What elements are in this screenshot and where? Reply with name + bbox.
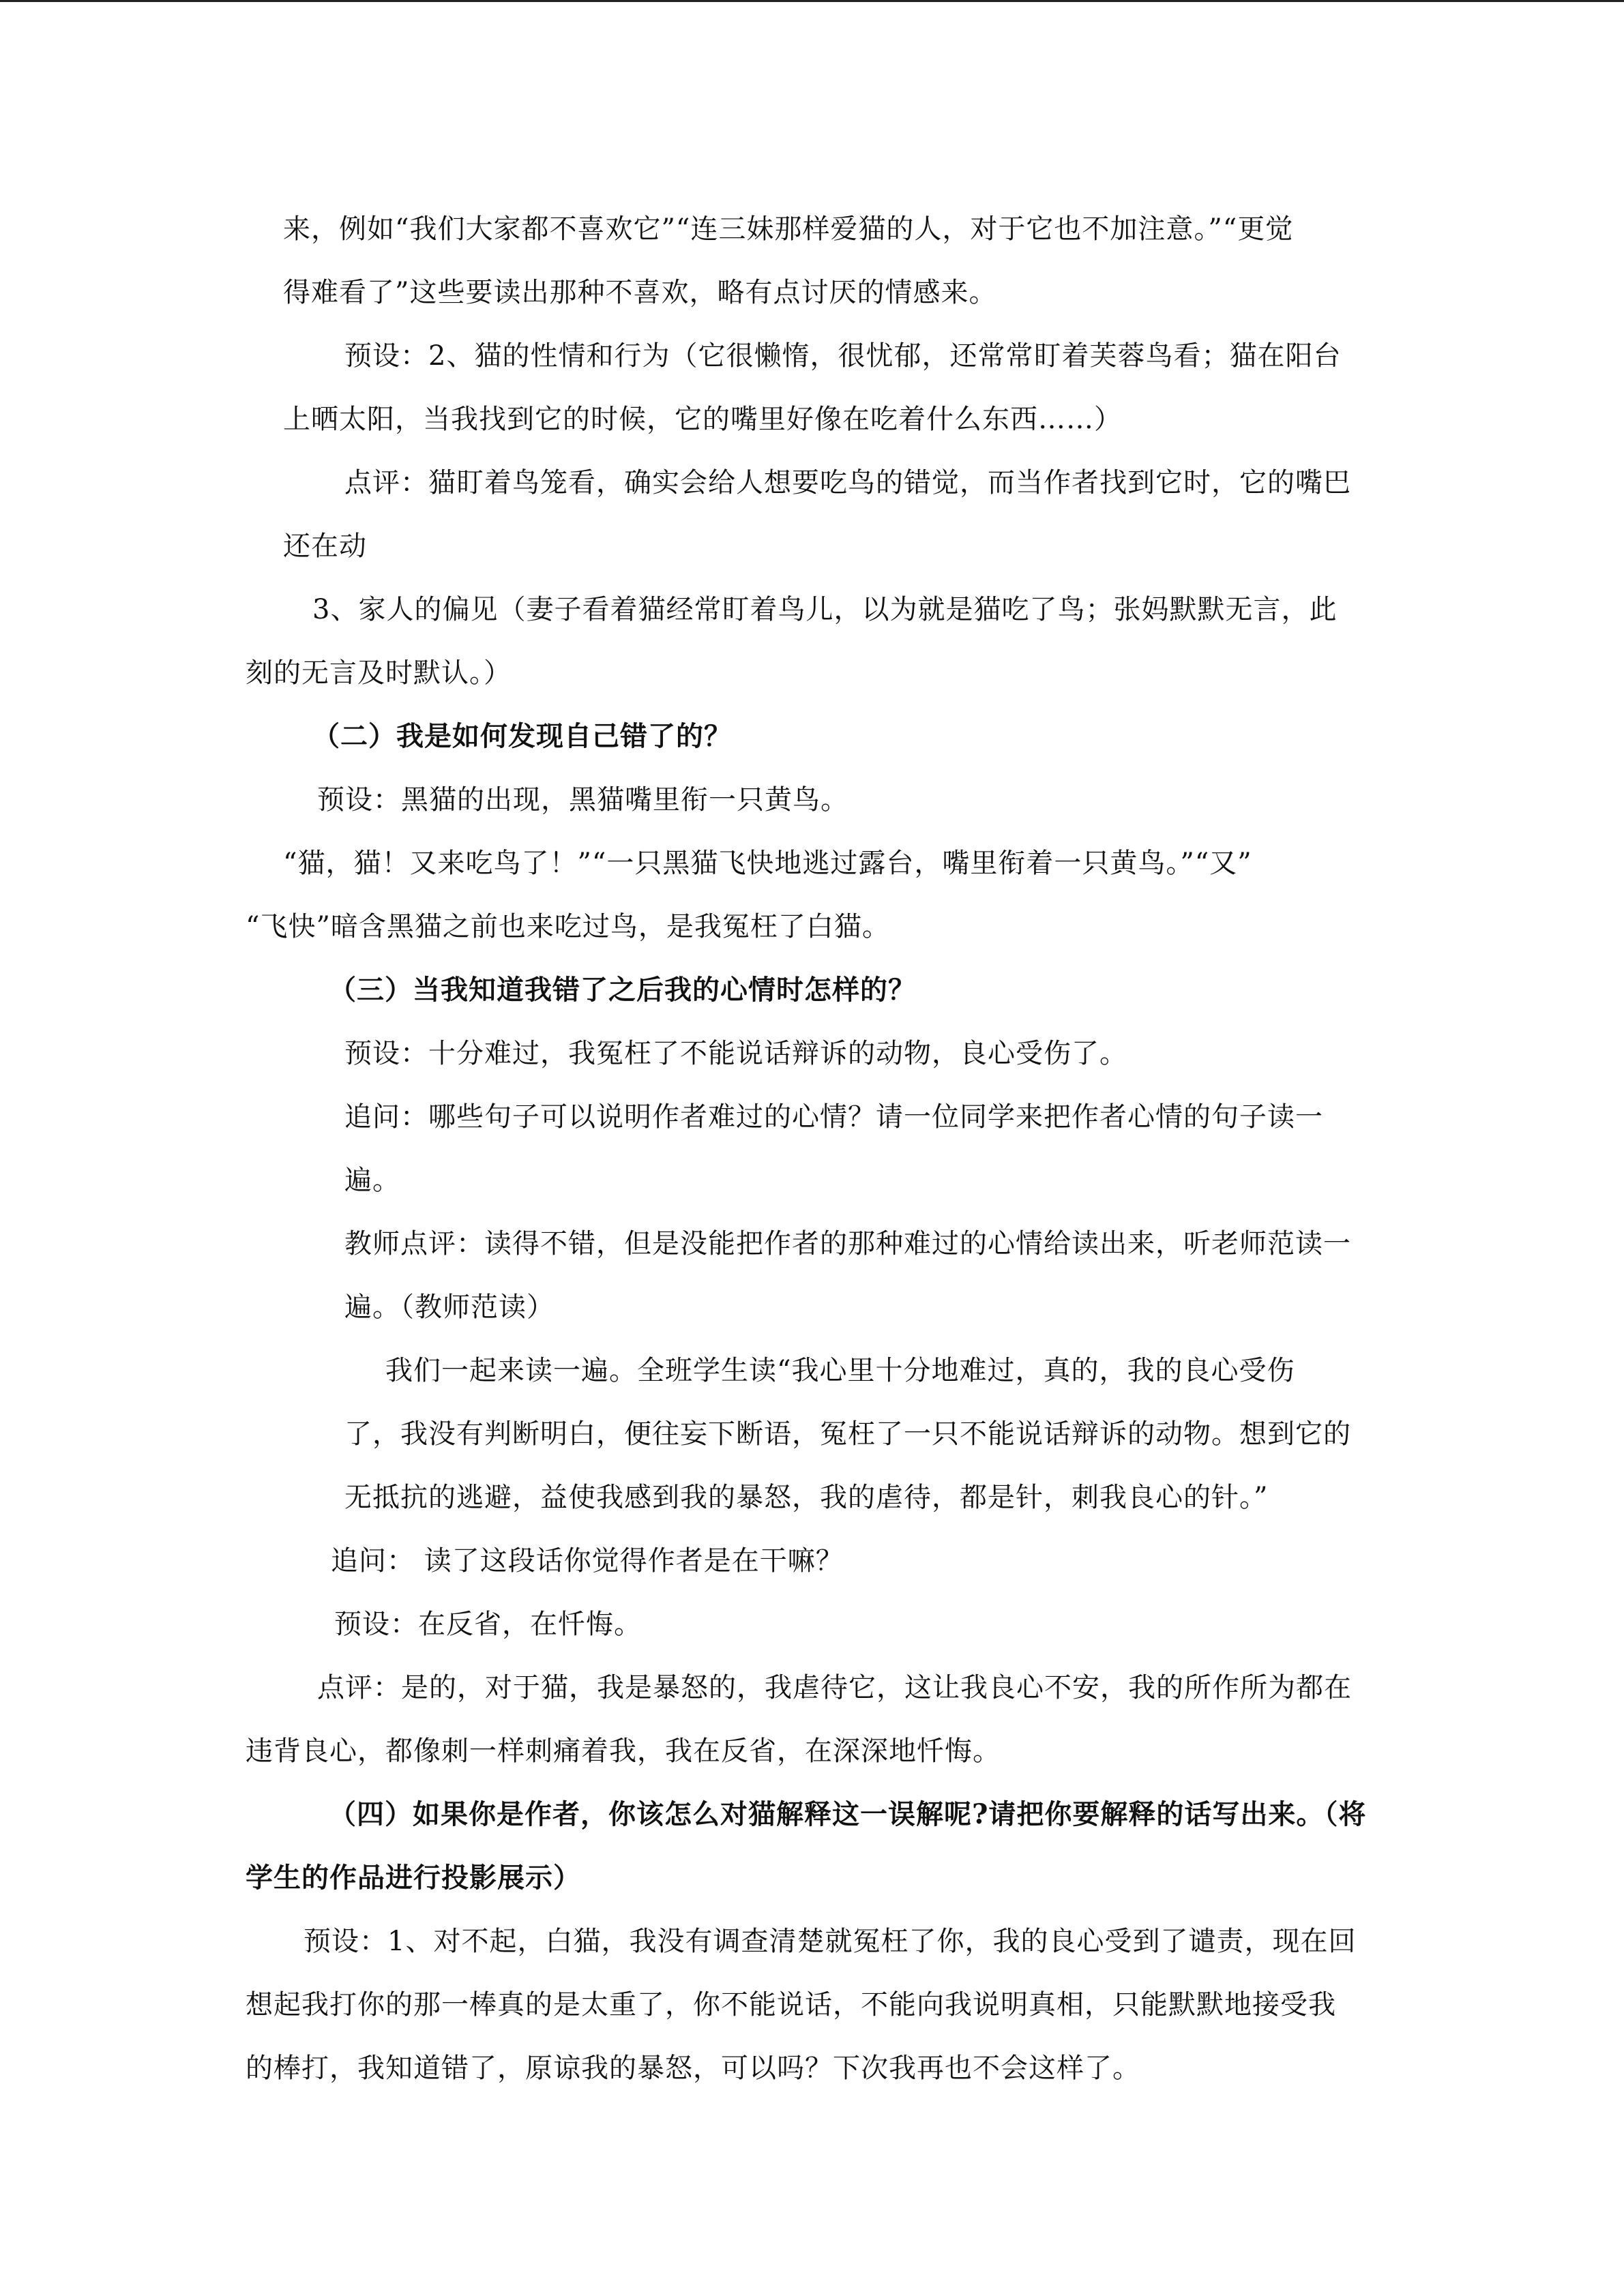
text-line-29: 想起我打你的那一棒真的是太重了，你不能说话，不能向我说明真相，只能默默地接受我: [246, 1989, 1336, 2021]
text-line-21: 无抵抗的逃避，益使我感到我的暴怒，我的虐待，都是针，刺我良心的针。”: [344, 1482, 1269, 1513]
text-line-16: 遍。: [344, 1165, 400, 1196]
text-line-25: 违背良心，都像刺一样刺痛着我，我在反省，在深深地忏悔。: [246, 1735, 1001, 1767]
text-line-18: 遍。（教师范读）: [344, 1292, 555, 1323]
text-line-17: 教师点评：读得不错，但是没能把作者的那种难过的心情给读出来，听老师范读一: [344, 1228, 1351, 1259]
text-line-10: 预设：黑猫的出现，黑猫嘴里衔一只黄鸟。: [317, 784, 848, 816]
text-line-24: 点评：是的，对于猫，我是暴怒的，我虐待它，这让我良心不安，我的所作所为都在: [317, 1672, 1352, 1703]
page-top-border: [0, 0, 1624, 2]
text-line-15: 追问：哪些句子可以说明作者难过的心情？请一位同学来把作者心情的句子读一: [344, 1101, 1323, 1133]
text-line-3: 预设：2、猫的性情和行为（它很懒惰，很忧郁，还常常盯着芙蓉鸟看；猫在阳台: [344, 340, 1342, 372]
text-line-2: 得难看了”这些要读出那种不喜欢，略有点讨厌的情感来。: [283, 277, 997, 308]
text-line-8: 刻的无言及时默认。）: [246, 657, 512, 689]
text-line-6: 还在动: [283, 531, 367, 562]
section-heading-4: （四）如果你是作者，你该怎么对猫解释这一误解呢?请把你要解释的话写出来。（将: [329, 1798, 1367, 1830]
text-line-22: 追问： 读了这段话你觉得作者是在干嘛？: [331, 1545, 844, 1577]
text-line-19: 我们一起来读一遍。全班学生读“我心里十分地难过，真的，我的良心受伤: [385, 1355, 1295, 1386]
text-line-7: 3、家人的偏见（妻子看着猫经常盯着鸟儿，以为就是猫吃了鸟；张妈默默无言，此: [312, 594, 1338, 625]
text-line-4: 上晒太阳，当我找到它的时候，它的嘴里好像在吃着什么东西……）: [283, 404, 1122, 435]
text-line-14: 预设：十分难过，我冤枉了不能说话辩诉的动物，良心受伤了。: [344, 1038, 1127, 1069]
text-line-23: 预设：在反省，在忏悔。: [334, 1609, 642, 1640]
section-heading-4-cont: 学生的作品进行投影展示）: [246, 1862, 581, 1894]
section-heading-3: （三）当我知道我错了之后我的心情时怎样的？: [329, 974, 916, 1006]
text-line-20: 了，我没有判断明白，便往妄下断语，冤枉了一只不能说话辩诉的动物。想到它的: [344, 1418, 1351, 1450]
text-line-5: 点评：猫盯着鸟笼看，确实会给人想要吃鸟的错觉，而当作者找到它时，它的嘴巴: [344, 467, 1351, 498]
text-line-11: “猫，猫！又来吃鸟了！”“一只黑猫飞快地逃过露台，嘴里衔着一只黄鸟。”“又”: [283, 848, 1252, 879]
text-line-12: “飞快”暗含黑猫之前也来吃过鸟，是我冤枉了白猫。: [246, 911, 890, 942]
text-line-30: 的棒打，我知道错了，原谅我的暴怒，可以吗？下次我再也不会这样了。: [246, 2053, 1140, 2084]
text-line-28: 预设：1、对不起，白猫，我没有调查清楚就冤枉了你，我的良心受到了谴责，现在回: [304, 1926, 1357, 1957]
section-heading-2: （二）我是如何发现自己错了的？: [312, 720, 732, 752]
text-line-1: 来，例如“我们大家都不喜欢它”“连三妹那样爱猫的人，对于它也不加注意。”“更觉: [283, 213, 1294, 245]
